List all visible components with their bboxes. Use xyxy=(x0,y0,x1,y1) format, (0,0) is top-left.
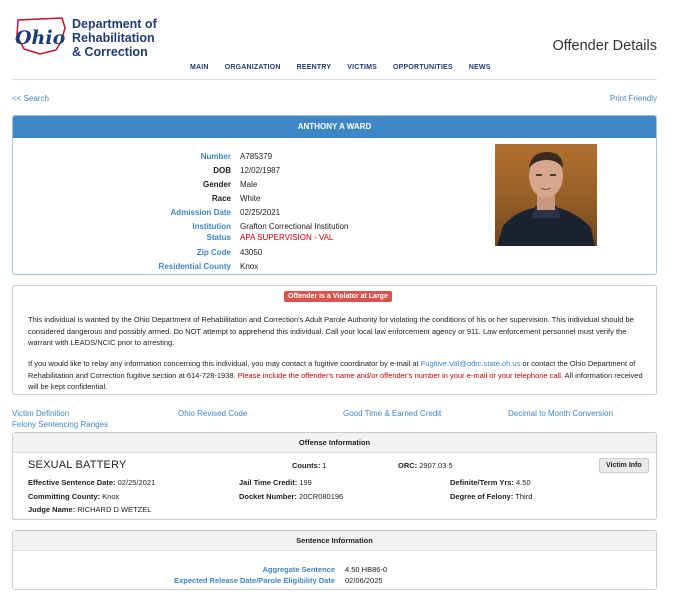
offense-heading: Offense Information xyxy=(13,433,656,453)
docket-number: Docket Number: 20CR080196 xyxy=(239,492,344,501)
judge-name: Judge Name: RICHARD D WETZEL xyxy=(28,505,152,514)
header-divider xyxy=(12,79,657,80)
nav-victims[interactable]: VICTIMS xyxy=(347,64,378,71)
sentence-heading: Sentence Information xyxy=(13,531,656,551)
offense-name: SEXUAL BATTERY xyxy=(28,459,127,471)
good-time-link[interactable]: Good Time & Earned Credit xyxy=(343,409,442,418)
offense-counts: Counts: 1 xyxy=(292,461,327,470)
ohio-revised-code-link[interactable]: Ohio Revised Code xyxy=(178,409,248,418)
nav-reentry[interactable]: REENTRY xyxy=(296,64,332,71)
nav-news[interactable]: NEWS xyxy=(468,64,491,71)
expected-release-value: 02/06/2025 xyxy=(345,576,383,585)
aggregate-sentence-value: 4.50 HB86-0 xyxy=(345,565,388,574)
department-name[interactable]: Department of Rehabilitation & Correction xyxy=(72,17,157,59)
reference-links xyxy=(12,409,657,433)
offender-name: ANTHONY A WARD xyxy=(13,116,656,138)
back-to-search-link[interactable]: << Search xyxy=(12,94,49,103)
notice-paragraph-1: This individual is wanted by the Ohio Department of Rehabilitation and Correction's Adult Parole Authority for violating the conditions of his or her supervision. This individual should be considered dangerous and possibly armed. Do NOT attempt to apprehend this individual. Call your local law enforcement agency or 911. Law enforcement personnel must verify the warrant with LEADS/NCIC prior to arresting. xyxy=(28,315,634,347)
offense-orc: ORC: 2907.03 5 xyxy=(398,461,453,470)
expected-release-label: Expected Release Date/Parole Eligibility Date xyxy=(174,576,335,585)
sentence-section xyxy=(12,530,657,590)
decimal-conversion-link[interactable]: Decimal to Month Conversion xyxy=(508,409,613,418)
nav-organization[interactable]: ORGANIZATION xyxy=(224,64,281,71)
site-header xyxy=(0,0,685,80)
ohio-logo[interactable] xyxy=(12,16,70,56)
fugitive-email-link[interactable]: Fugitive.Val@odrc.state.oh.us xyxy=(420,359,521,368)
victim-info-button[interactable]: Victim Info xyxy=(599,458,649,473)
print-friendly-link[interactable]: Print Friendly xyxy=(609,94,657,103)
committing-county: Committing County: Knox xyxy=(28,492,120,501)
degree-of-felony: Degree of Felony: Third xyxy=(450,492,533,501)
jail-time-credit: Jail Time Credit: 199 xyxy=(239,478,312,487)
logo-word: Ohio xyxy=(15,27,66,49)
violator-notice xyxy=(12,285,657,395)
page-title: Offender Details xyxy=(552,38,657,54)
person-silhouette-icon xyxy=(495,144,597,246)
nav-opportunities[interactable]: OPPORTUNITIES xyxy=(393,64,453,71)
felony-sentencing-link[interactable]: Felony Sentencing Ranges xyxy=(12,420,109,429)
aggregate-sentence-label: Aggregate Sentence xyxy=(262,565,335,574)
notice-paragraph-2: If you would like to relay any information concerning this individual, you may contact a fugitive coordinator by e-mail at Fugitive.Val@odrc.state.oh.us or contact the Ohio Department of Rehabilitation and Correction fugitive section at 614-728-1938. Please include the offender's name and/or offender's number in your e-mail or your telephone call. All information received will be kept confidential. xyxy=(28,359,643,391)
definite-term-years: Definite/Term Yrs: 4.50 xyxy=(450,478,531,487)
main-nav xyxy=(190,64,491,71)
nav-main[interactable]: MAIN xyxy=(190,64,209,71)
offense-section xyxy=(12,432,657,520)
victim-definition-link[interactable]: Victim Definition xyxy=(12,409,70,418)
violator-badge: Offender is a Violator at Large xyxy=(284,291,392,302)
offender-photo xyxy=(495,144,597,246)
offender-card: ANTHONY A WARD Number A785379 DOB 12/02/1987 Gender Male Race White Admission Date 02/25/2021 Institution Grafton Correctional Institution Status APA SUPERVISION - VAL Zip Code 43050 Residential County Knox xyxy=(12,115,657,275)
effective-sentence-date: Effective Sentence Date: 02/25/2021 xyxy=(28,478,156,487)
